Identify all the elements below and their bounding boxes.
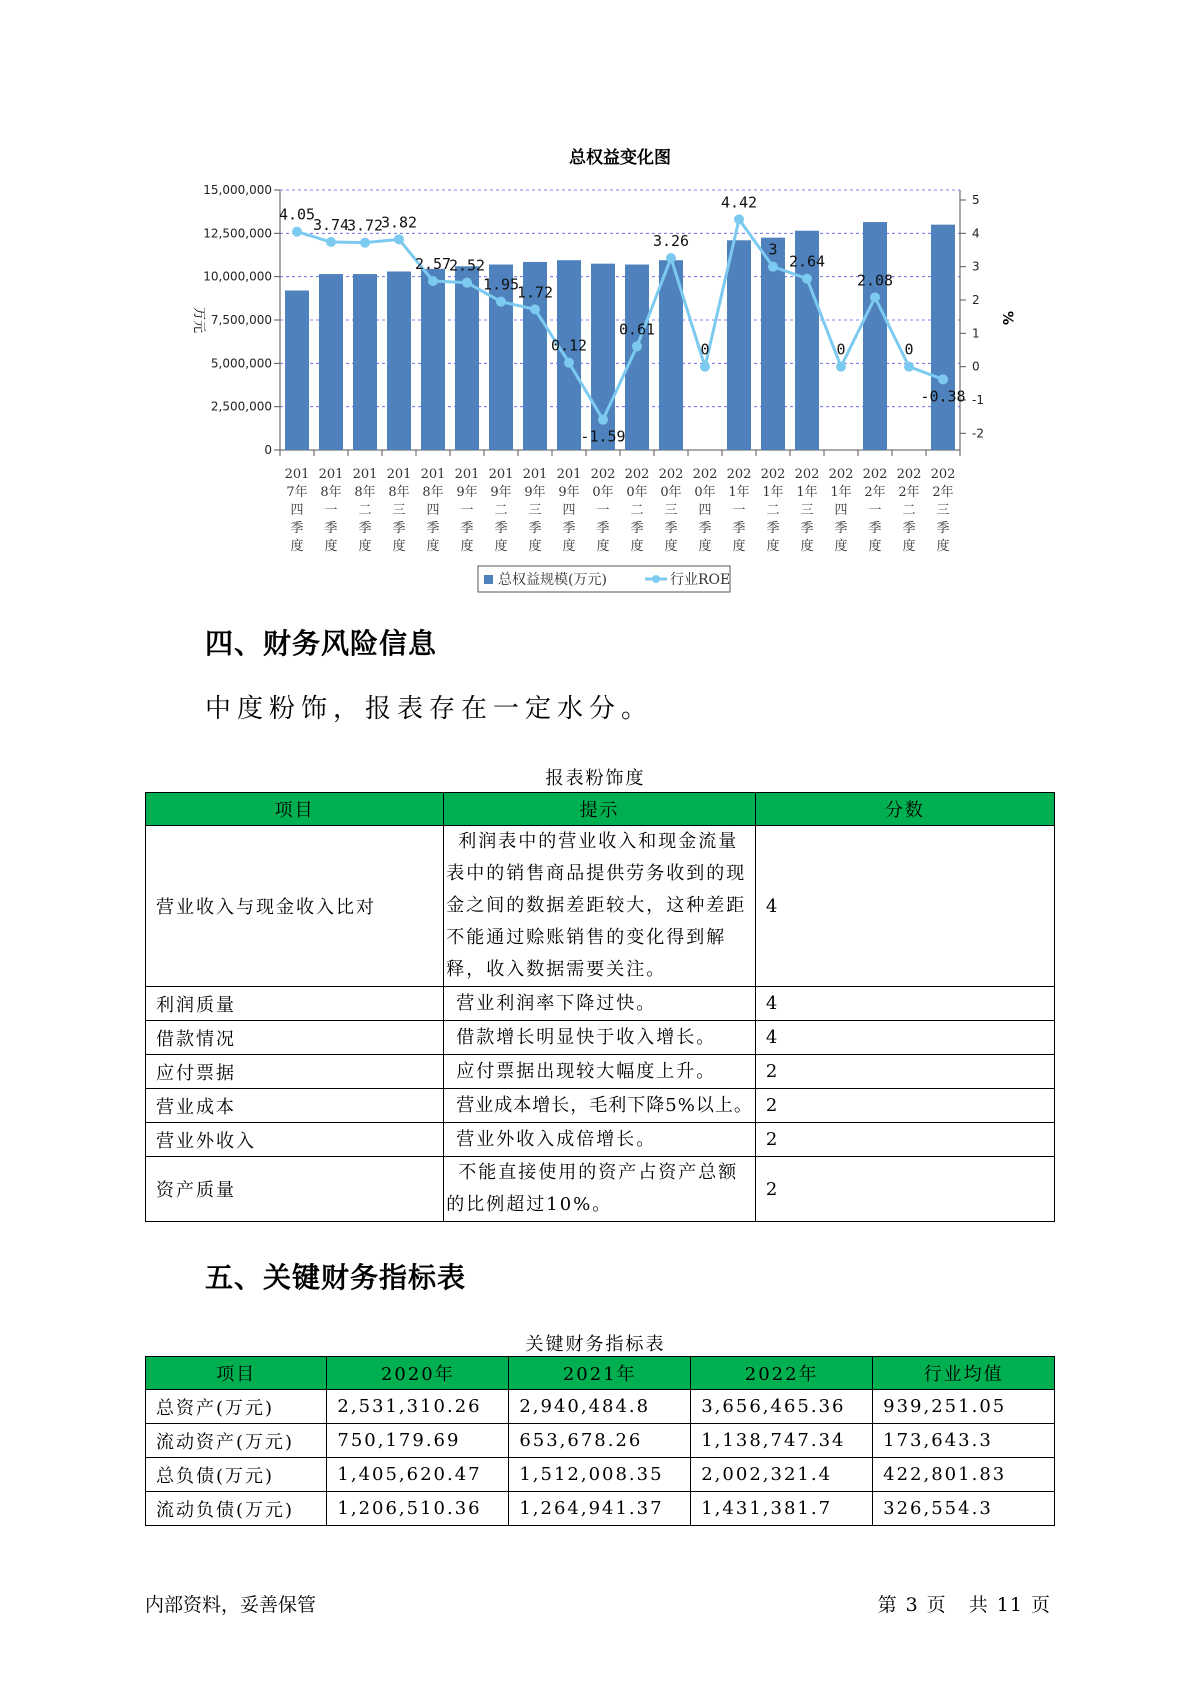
x-tick-label: 季 bbox=[664, 521, 678, 536]
x-tick-label: 度 bbox=[494, 539, 508, 554]
roe-point bbox=[768, 262, 778, 272]
kfi-value: 1,512,008.35 bbox=[509, 1458, 691, 1492]
risk-summary: 中度粉饰，报表存在一定水分。 bbox=[205, 694, 654, 724]
kfi-table-caption: 关键财务指标表 bbox=[525, 1334, 666, 1355]
x-tick-label: 季 bbox=[766, 521, 780, 536]
y2-tick-label: 2 bbox=[972, 293, 980, 307]
roe-data-label: 3 bbox=[768, 240, 778, 259]
x-tick-label: 1年 bbox=[796, 485, 818, 500]
bar bbox=[931, 225, 955, 450]
x-tick-label: 201 bbox=[454, 467, 480, 482]
kfi-value: 2,940,484.8 bbox=[509, 1390, 691, 1424]
x-tick-label: 0年 bbox=[694, 485, 716, 500]
x-tick-label: 四 bbox=[290, 503, 304, 518]
x-tick-label: 度 bbox=[698, 539, 712, 554]
y2-tick-label: 3 bbox=[972, 259, 980, 274]
y2-tick-label: 0 bbox=[972, 359, 980, 374]
footer-page-info bbox=[874, 1590, 1055, 1617]
equity-chart bbox=[0, 0, 1191, 600]
x-tick-label: 四 bbox=[562, 503, 576, 518]
bar bbox=[455, 266, 479, 450]
kfi-item: 总资产(万元) bbox=[146, 1390, 327, 1424]
x-tick-label: 201 bbox=[386, 467, 412, 482]
roe-data-label: 3.72 bbox=[346, 216, 384, 235]
x-tick-label: 2年 bbox=[898, 485, 920, 500]
kfi-value: 1,431,381.7 bbox=[691, 1492, 873, 1526]
roe-data-label: 1.95 bbox=[482, 275, 520, 294]
bar bbox=[421, 269, 445, 450]
risk-item: 应付票据 bbox=[146, 1055, 444, 1089]
y2-tick-label: 4 bbox=[972, 226, 980, 241]
x-tick-label: 四 bbox=[426, 503, 440, 518]
y-tick-label: 0 bbox=[264, 443, 272, 457]
x-tick-label: 三 bbox=[800, 503, 814, 518]
roe-point bbox=[802, 274, 812, 284]
x-tick-label: 度 bbox=[902, 539, 916, 554]
kfi-table-header bbox=[146, 1357, 1055, 1390]
roe-data-label: 0.61 bbox=[618, 320, 656, 339]
risk-hint: 应付票据出现较大幅度上升。 bbox=[444, 1055, 756, 1089]
roe-point bbox=[904, 362, 914, 372]
y2-tick-label: -2 bbox=[972, 426, 984, 441]
x-tick-label: 度 bbox=[800, 539, 814, 554]
x-tick-label: 度 bbox=[290, 539, 304, 554]
bar bbox=[387, 271, 411, 450]
x-tick-label: 度 bbox=[426, 539, 440, 554]
risk-hint: 借款增长明显快于收入增长。 bbox=[444, 1021, 756, 1055]
roe-point bbox=[836, 362, 846, 372]
x-tick-label: 201 bbox=[522, 467, 548, 482]
risk-item: 营业收入与现金收入比对 bbox=[146, 826, 444, 987]
legend-bar-swatch bbox=[484, 575, 493, 584]
roe-point bbox=[666, 253, 676, 263]
kfi-value: 750,179.69 bbox=[327, 1424, 509, 1458]
table-row bbox=[146, 1021, 1055, 1055]
kfi-value: 2,002,321.4 bbox=[691, 1458, 873, 1492]
risk-score: 4 bbox=[755, 987, 1054, 1021]
x-tick-label: 9年 bbox=[524, 485, 546, 500]
risk-score: 4 bbox=[755, 1021, 1054, 1055]
x-tick-label: 季 bbox=[324, 521, 338, 536]
roe-data-label: 2.52 bbox=[448, 256, 486, 275]
x-tick-label: 8年 bbox=[354, 485, 376, 500]
risk-score: 2 bbox=[755, 1157, 1054, 1222]
x-tick-label: 季 bbox=[528, 521, 542, 536]
bar bbox=[353, 274, 377, 450]
chart-title: 总权益变化图 bbox=[569, 148, 671, 168]
risk-item: 借款情况 bbox=[146, 1021, 444, 1055]
roe-data-label: 0 bbox=[904, 340, 914, 359]
roe-point bbox=[394, 234, 404, 244]
x-tick-label: 季 bbox=[698, 521, 712, 536]
roe-point bbox=[326, 237, 336, 247]
total-pages: 11 bbox=[996, 1594, 1023, 1616]
kfi-value: 1,138,747.34 bbox=[691, 1424, 873, 1458]
risk-table bbox=[145, 792, 1055, 1222]
x-tick-label: 202 bbox=[862, 467, 888, 482]
x-tick-label: 季 bbox=[562, 521, 576, 536]
x-tick-label: 季 bbox=[868, 521, 882, 536]
x-tick-label: 度 bbox=[664, 539, 678, 554]
risk-hint: 营业成本增长，毛利下降5%以上。 bbox=[444, 1089, 756, 1123]
table-row bbox=[146, 1089, 1055, 1123]
x-tick-label: 202 bbox=[658, 467, 684, 482]
x-tick-label: 三 bbox=[664, 503, 678, 518]
x-tick-label: 201 bbox=[420, 467, 446, 482]
risk-score: 2 bbox=[755, 1123, 1054, 1157]
x-tick-label: 二 bbox=[902, 503, 916, 518]
table-row bbox=[146, 826, 1055, 987]
x-tick-label: 202 bbox=[760, 467, 786, 482]
bar bbox=[727, 240, 751, 450]
legend-line-label: 行业ROE bbox=[670, 572, 731, 588]
x-tick-label: 四 bbox=[834, 503, 848, 518]
risk-score: 2 bbox=[755, 1089, 1054, 1123]
x-tick-label: 季 bbox=[630, 521, 644, 536]
x-tick-label: 度 bbox=[630, 539, 644, 554]
roe-point bbox=[428, 276, 438, 286]
roe-data-label: 3.82 bbox=[380, 213, 418, 232]
x-tick-label: 二 bbox=[766, 503, 780, 518]
kfi-table bbox=[145, 1356, 1055, 1526]
roe-point bbox=[632, 341, 642, 351]
x-tick-label: 度 bbox=[868, 539, 882, 554]
x-tick-label: 季 bbox=[426, 521, 440, 536]
roe-point bbox=[292, 227, 302, 237]
y-tick-label: 7,500,000 bbox=[210, 313, 272, 327]
x-tick-label: 一 bbox=[596, 503, 610, 518]
x-tick-label: 1年 bbox=[762, 485, 784, 500]
table-row bbox=[146, 1055, 1055, 1089]
x-tick-label: 201 bbox=[488, 467, 514, 482]
page-unit: 页 bbox=[926, 1594, 947, 1616]
total-prefix: 共 bbox=[968, 1594, 989, 1616]
bar bbox=[319, 274, 343, 450]
x-tick-label: 202 bbox=[828, 467, 854, 482]
risk-hint: 营业外收入成倍增长。 bbox=[444, 1123, 756, 1157]
y2-tick-label: 1 bbox=[972, 326, 980, 341]
table-row bbox=[146, 1458, 1055, 1492]
x-tick-label: 0年 bbox=[626, 485, 648, 500]
x-tick-label: 一 bbox=[732, 503, 746, 518]
x-tick-label: 季 bbox=[800, 521, 814, 536]
roe-data-label: 0 bbox=[836, 340, 846, 359]
y-tick-label: 5,000,000 bbox=[210, 356, 272, 371]
x-tick-label: 201 bbox=[318, 467, 344, 482]
risk-hint: 不能直接使用的资产占资产总额的比例超过10%。 bbox=[444, 1157, 756, 1222]
legend-line-marker bbox=[652, 575, 660, 583]
risk-item: 利润质量 bbox=[146, 987, 444, 1021]
kfi-item: 流动资产(万元) bbox=[146, 1424, 327, 1458]
risk-item: 资产质量 bbox=[146, 1157, 444, 1222]
kfi-value: 1,206,510.36 bbox=[327, 1492, 509, 1526]
roe-data-label: 4.42 bbox=[720, 193, 758, 212]
risk-table-caption: 报表粉饰度 bbox=[545, 768, 646, 789]
y-tick-label: 2,500,000 bbox=[210, 399, 272, 414]
roe-point bbox=[496, 297, 506, 307]
x-tick-label: 0年 bbox=[592, 485, 614, 500]
x-tick-label: 202 bbox=[624, 467, 650, 482]
y-tick-label: 12,500,000 bbox=[203, 226, 272, 241]
x-tick-label: 1年 bbox=[830, 485, 852, 500]
equity-chart-svg bbox=[0, 0, 1191, 600]
roe-point bbox=[870, 292, 880, 302]
footer-confidential: 内部资料，妥善保管 bbox=[145, 1594, 317, 1616]
x-tick-label: 一 bbox=[460, 503, 474, 518]
x-tick-label: 7年 bbox=[286, 485, 308, 500]
risk-hint: 利润表中的营业收入和现金流量表中的销售商品提供劳务收到的现金之间的数据差距较大，这种差距不能通过赊账销售的变化得到解释，收入数据需要关注。 bbox=[444, 826, 756, 987]
kfi-value: 939,251.05 bbox=[873, 1390, 1055, 1424]
risk-score: 4 bbox=[755, 826, 1054, 987]
x-tick-label: 度 bbox=[460, 539, 474, 554]
x-tick-label: 二 bbox=[630, 503, 644, 518]
y2-tick-label: 5 bbox=[972, 193, 980, 207]
x-tick-label: 度 bbox=[528, 539, 542, 554]
table-row bbox=[146, 1492, 1055, 1526]
x-tick-label: 季 bbox=[358, 521, 372, 536]
roe-data-label: 1.72 bbox=[516, 283, 554, 302]
page-number: 3 bbox=[905, 1594, 919, 1616]
x-tick-label: 度 bbox=[358, 539, 372, 554]
bar bbox=[557, 260, 581, 450]
x-tick-label: 二 bbox=[358, 503, 372, 518]
x-tick-label: 202 bbox=[692, 467, 718, 482]
header-item: 项目 bbox=[146, 1357, 327, 1390]
x-tick-label: 1年 bbox=[728, 485, 750, 500]
kfi-item: 总负债(万元) bbox=[146, 1458, 327, 1492]
y-tick-label: 10,000,000 bbox=[203, 269, 272, 284]
x-tick-label: 二 bbox=[494, 503, 508, 518]
roe-data-label: 2.57 bbox=[414, 255, 452, 273]
table-row bbox=[146, 1157, 1055, 1222]
roe-data-label: -1.59 bbox=[580, 427, 626, 446]
x-tick-label: 度 bbox=[596, 539, 610, 554]
roe-data-label: 0 bbox=[700, 340, 710, 359]
table-row bbox=[146, 1390, 1055, 1424]
header-2020: 2020年 bbox=[327, 1357, 509, 1390]
risk-table-header bbox=[146, 793, 1055, 826]
roe-point bbox=[734, 214, 744, 224]
table-row bbox=[146, 1424, 1055, 1458]
section5-heading: 五、关键财务指标表 bbox=[205, 1261, 467, 1294]
x-tick-label: 季 bbox=[392, 521, 406, 536]
x-tick-label: 一 bbox=[324, 503, 338, 518]
header-score: 分数 bbox=[755, 793, 1054, 826]
kfi-value: 653,678.26 bbox=[509, 1424, 691, 1458]
x-tick-label: 季 bbox=[460, 521, 474, 536]
x-tick-label: 8年 bbox=[422, 485, 444, 500]
roe-data-label: 0.12 bbox=[550, 336, 588, 355]
x-tick-label: 8年 bbox=[320, 485, 342, 500]
x-tick-label: 度 bbox=[324, 539, 338, 554]
x-tick-label: 201 bbox=[556, 467, 582, 482]
x-tick-label: 季 bbox=[494, 521, 508, 536]
y-axis-label: 万元 bbox=[191, 306, 206, 334]
x-tick-label: 2年 bbox=[932, 485, 954, 500]
roe-data-label: 4.05 bbox=[278, 205, 316, 224]
roe-point bbox=[530, 304, 540, 314]
x-tick-label: 2年 bbox=[864, 485, 886, 500]
x-tick-label: 季 bbox=[902, 521, 916, 536]
roe-data-label: -0.38 bbox=[920, 387, 966, 406]
y2-tick-label: -1 bbox=[972, 393, 984, 407]
kfi-value: 422,801.83 bbox=[873, 1458, 1055, 1492]
header-2022: 2022年 bbox=[691, 1357, 873, 1390]
x-tick-label: 一 bbox=[868, 503, 882, 518]
table-row bbox=[146, 1123, 1055, 1157]
bar bbox=[285, 291, 309, 450]
roe-point bbox=[700, 362, 710, 372]
legend-bar-label: 总权益规模(万元) bbox=[498, 572, 607, 588]
roe-data-label: 3.26 bbox=[652, 232, 690, 250]
roe-point bbox=[564, 358, 574, 368]
x-tick-label: 三 bbox=[392, 503, 406, 518]
x-tick-label: 8年 bbox=[388, 485, 410, 500]
total-unit: 页 bbox=[1030, 1594, 1051, 1616]
roe-data-label: 2.08 bbox=[856, 271, 894, 290]
kfi-value: 326,554.3 bbox=[873, 1492, 1055, 1526]
roe-data-label: 3.74 bbox=[312, 216, 350, 234]
x-tick-label: 202 bbox=[794, 467, 820, 482]
table-row bbox=[146, 987, 1055, 1021]
roe-point bbox=[462, 278, 472, 288]
x-tick-label: 季 bbox=[596, 521, 610, 536]
bar bbox=[625, 265, 649, 450]
x-tick-label: 202 bbox=[896, 467, 922, 482]
roe-data-label: 2.64 bbox=[788, 252, 826, 271]
kfi-value: 2,531,310.26 bbox=[327, 1390, 509, 1424]
risk-item: 营业外收入 bbox=[146, 1123, 444, 1157]
header-2021: 2021年 bbox=[509, 1357, 691, 1390]
kfi-value: 1,405,620.47 bbox=[327, 1458, 509, 1492]
x-tick-label: 202 bbox=[930, 467, 956, 482]
x-tick-label: 季 bbox=[290, 521, 304, 536]
header-item: 项目 bbox=[146, 793, 444, 826]
section4-heading: 四、财务风险信息 bbox=[205, 627, 438, 660]
risk-item: 营业成本 bbox=[146, 1089, 444, 1123]
roe-point bbox=[938, 374, 948, 384]
x-tick-label: 9年 bbox=[456, 485, 478, 500]
x-tick-label: 季 bbox=[732, 521, 746, 536]
x-tick-label: 季 bbox=[834, 521, 848, 536]
x-tick-label: 9年 bbox=[490, 485, 512, 500]
risk-hint: 营业利润率下降过快。 bbox=[444, 987, 756, 1021]
y2-axis-label: % bbox=[999, 310, 1015, 326]
kfi-value: 3,656,465.36 bbox=[691, 1390, 873, 1424]
header-hint: 提示 bbox=[444, 793, 756, 826]
x-tick-label: 9年 bbox=[558, 485, 580, 500]
header-industry-avg: 行业均值 bbox=[873, 1357, 1055, 1390]
y-tick-label: 15,000,000 bbox=[203, 183, 272, 197]
x-tick-label: 四 bbox=[698, 503, 712, 518]
kfi-value: 1,264,941.37 bbox=[509, 1492, 691, 1526]
x-tick-label: 201 bbox=[284, 467, 310, 482]
x-tick-label: 202 bbox=[726, 467, 752, 482]
kfi-item: 流动负债(万元) bbox=[146, 1492, 327, 1526]
x-tick-label: 度 bbox=[562, 539, 576, 554]
x-tick-label: 季 bbox=[936, 521, 950, 536]
x-tick-label: 度 bbox=[732, 539, 746, 554]
x-tick-label: 三 bbox=[528, 503, 542, 518]
x-tick-label: 度 bbox=[766, 539, 780, 554]
x-tick-label: 度 bbox=[834, 539, 848, 554]
x-tick-label: 度 bbox=[392, 539, 406, 554]
x-tick-label: 度 bbox=[936, 539, 950, 554]
x-tick-label: 201 bbox=[352, 467, 378, 482]
page-prefix: 第 bbox=[877, 1594, 898, 1616]
roe-point bbox=[360, 238, 370, 248]
x-tick-label: 202 bbox=[590, 467, 616, 482]
x-tick-label: 三 bbox=[936, 503, 950, 518]
x-tick-label: 0年 bbox=[660, 485, 682, 500]
roe-point bbox=[598, 415, 608, 425]
bar bbox=[863, 222, 887, 450]
kfi-value: 173,643.3 bbox=[873, 1424, 1055, 1458]
risk-score: 2 bbox=[755, 1055, 1054, 1089]
